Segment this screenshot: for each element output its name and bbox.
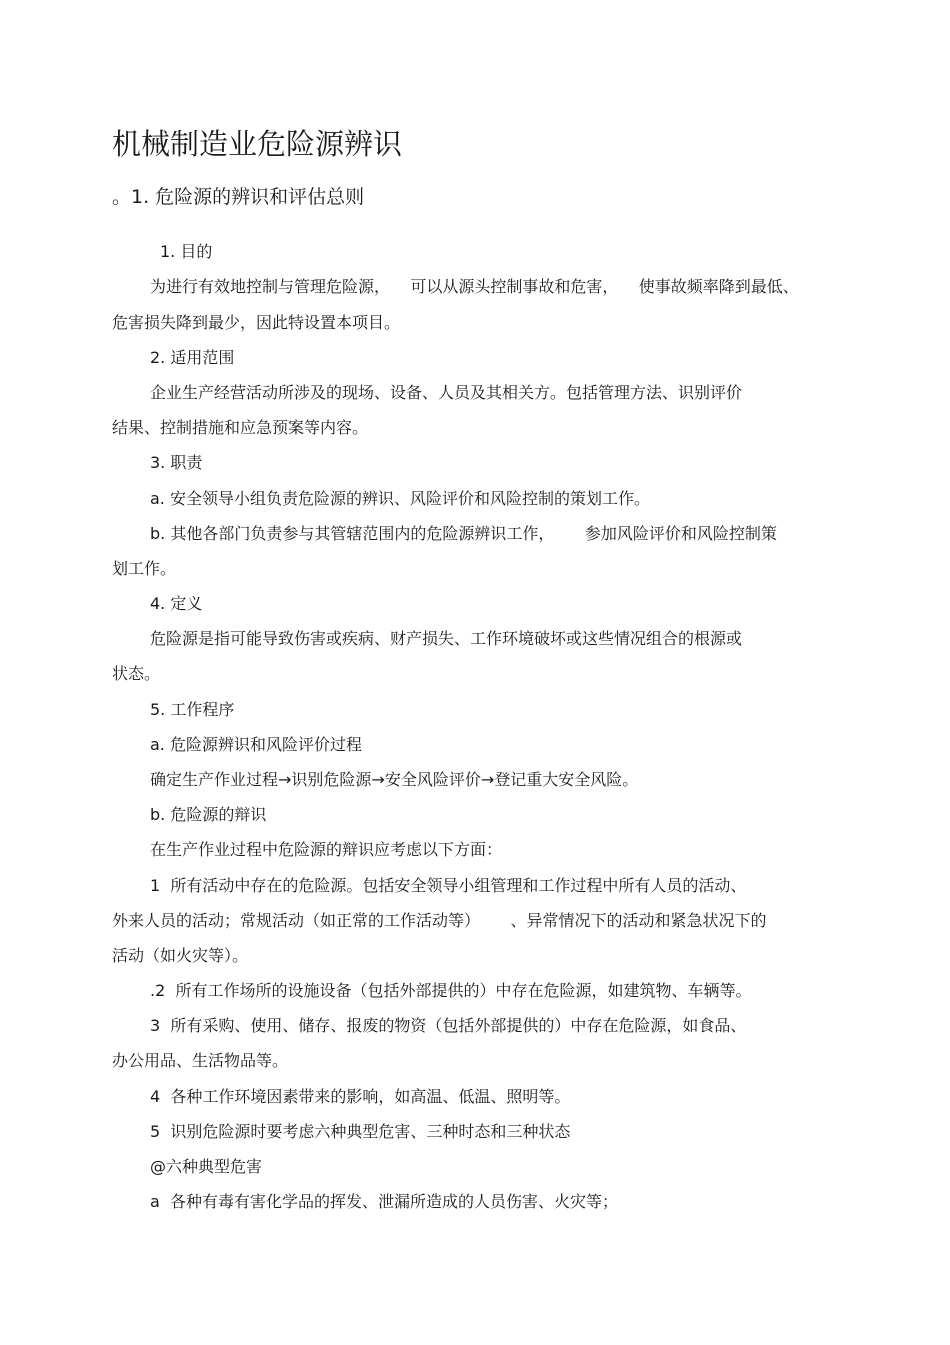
paragraph-line: a 各种有毒有害化学品的挥发、泄漏所造成的人员伤害、火灾等； [150,1192,618,1211]
paragraph-line: 危险源是指可能导致伤害或疾病、财产损失、工作环境破坏或这些情况组合的根源或 [150,629,743,648]
paragraph-line: 1 所有活动中存在的危险源。包括安全领导小组管理和工作过程中所有人员的活动、 [150,876,747,895]
paragraph-line: 5 识别危险源时要考虑六种典型危害、三种时态和三种状态 [150,1122,571,1141]
paragraph-line: a. 危险源辨识和风险评价过程 [150,735,362,754]
paragraph-line: 3 所有采购、使用、储存、报废的物资（包括外部提供的）中存在危险源，如食品、 [150,1016,747,1035]
paragraph-line: 3. 职责 [150,453,203,472]
paragraph-line: 确定生产作业过程→识别危险源→安全风险评价→登记重大安全风险。 [150,770,639,789]
paragraph-line: 企业生产经营活动所涉及的现场、设备、人员及其相关方。包括管理方法、识别评价 [150,383,743,402]
paragraph-line: 4. 定义 [150,594,203,613]
paragraph-line: b. 危险源的辩识 [150,805,267,824]
paragraph-line: 2. 适用范围 [150,348,235,367]
paragraph-line: @六种典型危害 [150,1157,263,1176]
section-heading: 。1. 危险源的辨识和评估总则 [112,186,365,208]
paragraph-line: b. 其他各部门负责参与其管辖范围内的危险源辨识工作， 参加风险评价和风险控制策 [150,524,777,543]
document-title: 机械制造业危险源辨识 [112,127,403,161]
paragraph-line: a. 安全领导小组负责危险源的辨识、风险评价和风险控制的策划工作。 [150,489,650,508]
paragraph-line: 划工作。 [112,559,177,578]
paragraph-line: 结果、控制措施和应急预案等内容。 [112,418,369,437]
paragraph-line: 办公用品、生活物品等。 [112,1051,289,1070]
paragraph-line: 活动（如火灾等）。 [112,946,249,965]
paragraph-line: 状态。 [112,664,161,683]
paragraph-line: .2 所有工作场所的设施设备（包括外部提供的）中存在危险源，如建筑物、车辆等。 [150,981,752,1000]
paragraph-line: 1. 目的 [160,242,213,261]
paragraph-line: 在生产作业过程中危险源的辩识应考虑以下方面： [150,840,503,859]
paragraph-line: 外来人员的活动；常规活动（如正常的工作活动等） 、异常情况下的活动和紧急状况下的 [112,911,767,930]
paragraph-line: 4 各种工作环境因素带来的影响，如高温、低温、照明等。 [150,1087,571,1106]
paragraph-line: 危害损失降到最少，因此特设置本项目。 [112,313,401,332]
paragraph-line: 5. 工作程序 [150,700,235,719]
paragraph-line: 为进行有效地控制与管理危险源， 可以从源头控制事故和危害， 使事故频率降到最低、 [150,277,799,296]
